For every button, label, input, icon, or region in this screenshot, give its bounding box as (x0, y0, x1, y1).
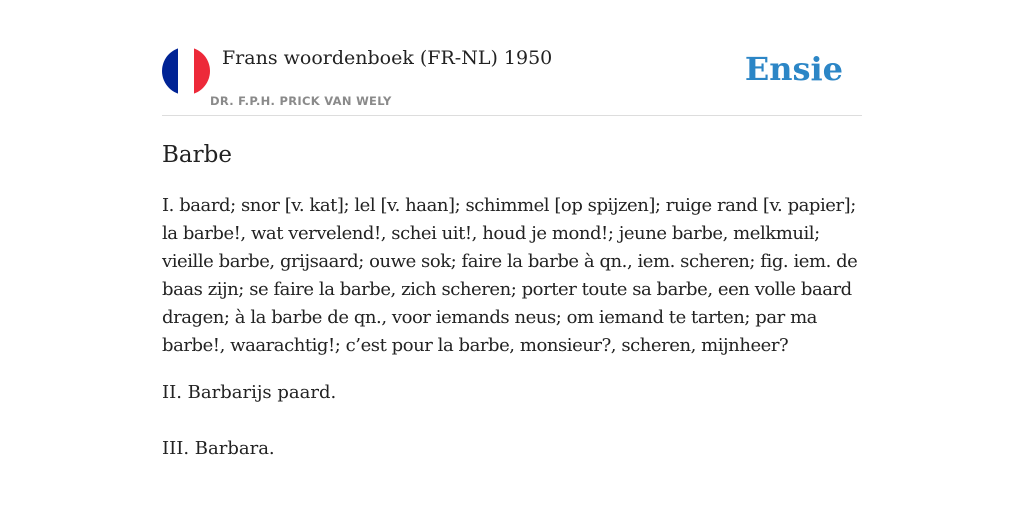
definition-1: I. baard; snor [v. kat]; lel [v. haan]; schimmel [op spijzen]; ruige rand [v. papier]; la barbe!, wat vervelend!, schei uit!, houd je mond!; jeune barbe, melkmuil; vieille barbe, grijsaard; ouwe sok; faire la barbe à qn., iem. scheren; fig. iem. de baas zijn; se faire la barbe, zich scheren; porter toute sa barbe, een volle baard dragen; à la barbe de qn., voor iemands neus; om iemand te tarten; par ma barbe!, waarachtig!; c’est pour la barbe, monsieur?, scheren, mijnheer? (162, 195, 858, 356)
dictionary-author: DR. F.P.H. PRICK VAN WELY (210, 94, 392, 108)
france-flag-icon (162, 47, 210, 95)
definition-3: III. Barbara. (162, 438, 275, 459)
definition-2: II. Barbarijs paard. (162, 382, 337, 403)
header-divider (162, 115, 862, 116)
entry-headword: Barbe (162, 142, 232, 168)
dictionary-title[interactable]: Frans woordenboek (FR-NL) 1950 (222, 47, 553, 69)
ensie-logo[interactable]: Ensie (744, 50, 843, 88)
